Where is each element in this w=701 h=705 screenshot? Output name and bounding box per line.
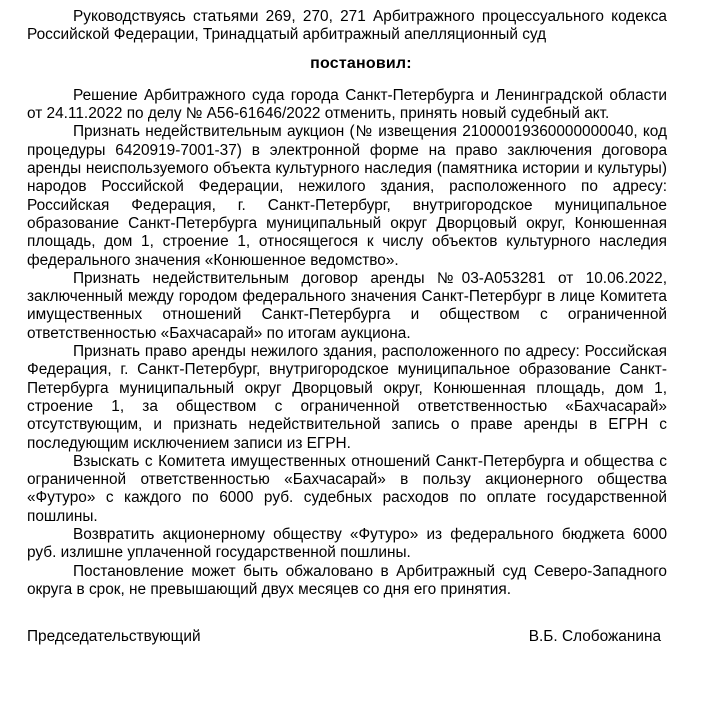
decision-paragraph-2: Признать недействительным аукцион (№ извещения 21000019360000000040, код процедуры 6420919-7001-37) в электронной форме на право заключения договора аренды неиспользуемого объекта культурного наследия (памятника истории и культуры) народов Российской Федерации, нежилого здания, расположенного по адресу: Российская Федерация, г. Санкт-Петербург, внутригородское муниципальное образование Санкт-Петербурга муниципальный округ Дворцовый округ, Конюшенная площадь, дом 1, строение 1, относящегося к числу объектов культурного наследия федерального значения «Конюшенное ведомство». <box>27 123 667 269</box>
decision-paragraph-1: Решение Арбитражного суда города Санкт-Петербурга и Ленинградской области от 24.11.2022 по делу № А56-61646/2022 отменить, принять новый судебный акт. <box>27 86 667 123</box>
decision-paragraph-4: Признать право аренды нежилого здания, расположенного по адресу: Российская Федерация, г. Санкт-Петербург, внутригородское муниципальное образование Санкт-Петербурга муниципальный округ Дворцовый округ, Конюшенная площадь, дом 1, строение 1, за обществом с ограниченной ответственностью «Бахчасарай» отсутствующим, и признать недействительной запись о праве аренды в ЕГРН с последующим исключением записи из ЕГРН. <box>27 343 667 452</box>
decision-paragraph-7: Постановление может быть обжаловано в Арбитражный суд Северо-Западного округа в срок, не превышающий двух месяцев со дня его принятия. <box>27 562 667 598</box>
decision-paragraph-5: Взыскать с Комитета имущественных отношений Санкт-Петербурга и общества с ограниченной ответственностью «Бахчасарай» в пользу акционерного общества «Футуро» с каждого по 6000 руб. судебных расходов по оплате государственной пошлины. <box>27 452 667 525</box>
decision-paragraph-3: Признать недействительным договор аренды №03-А053281 от 10.06.2022, заключенный между городом федерального значения Санкт-Петербург в лице Комитета имущественных отношений Санкт-Петербурга и обществом с ограниченной ответственностью «Бахчасарай» по итогам аукциона. <box>27 269 667 342</box>
signature-name: В.Б. Слобожанина <box>528 628 661 646</box>
document-page <box>27 8 667 647</box>
signature-block <box>27 628 667 646</box>
signature-role: Председательствующий <box>27 628 201 646</box>
intro-paragraph: Руководствуясь статьями 269, 270, 271 Арбитражного процессуального кодекса Российской Федерации, Тринадцатый арбитражный апелляционный суд <box>27 8 667 44</box>
decision-heading: постановил: <box>310 54 412 72</box>
decision-paragraph-6: Возвратить акционерному обществу «Футуро» из федерального бюджета 6000 руб. излишне уплаченной государственной пошлины. <box>27 526 667 562</box>
